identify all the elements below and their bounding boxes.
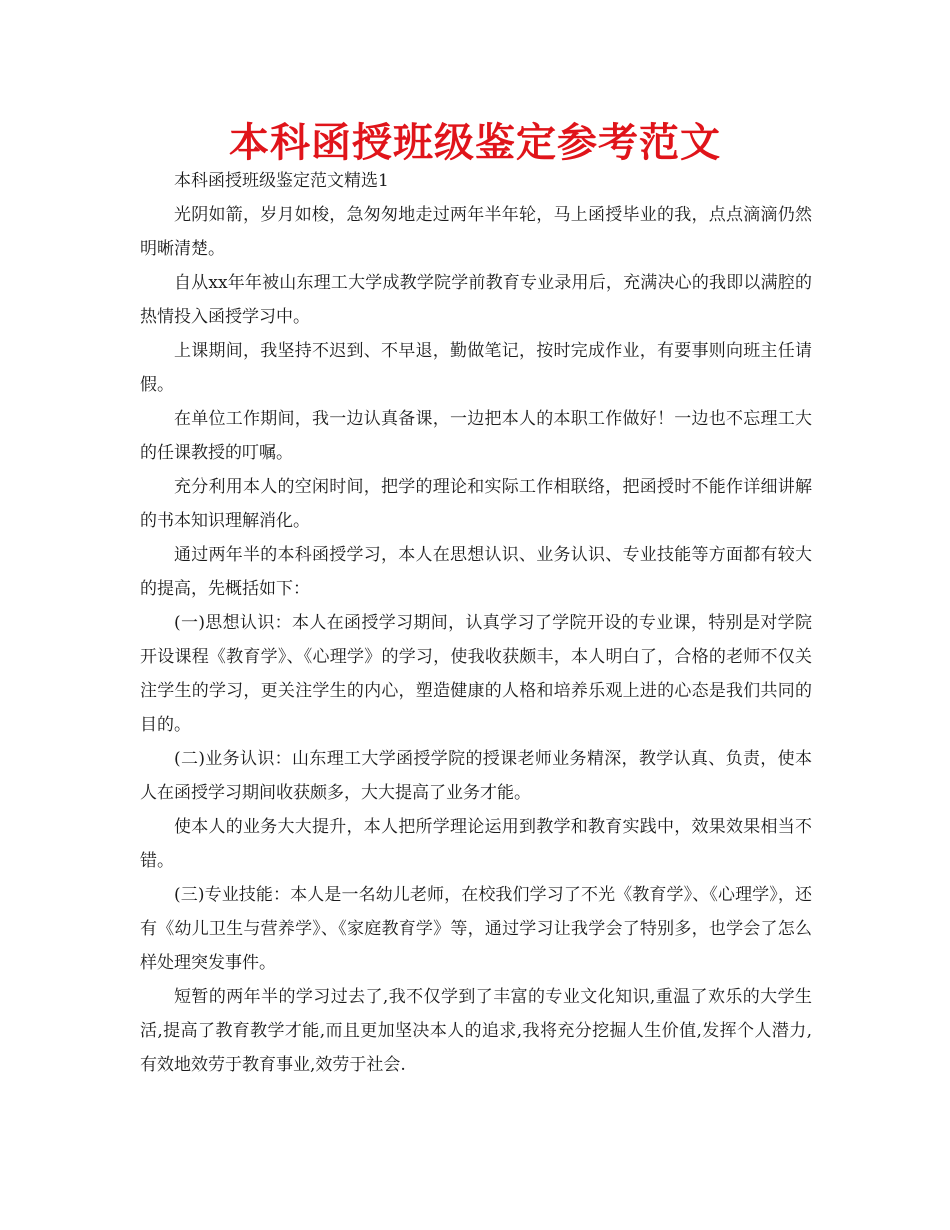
document-subtitle: 本科函授班级鉴定范文精选1 <box>174 171 389 191</box>
paragraph-1: 光阴如箭，岁月如梭，急匆匆地走过两年半年轮，马上函授毕业的我，点点滴滴仍然明晰清楚。 <box>140 205 812 259</box>
paragraph-5: 充分利用本人的空闲时间，把学的理论和实际工作相联络，把函授时不能作详细讲解的书本知识理解消化。 <box>140 477 812 531</box>
paragraph-10: (三)专业技能：本人是一名幼儿老师，在校我们学习了不光《教育学》、《心理学》，还有《幼儿卫生与营养学》、《家庭教育学》等，通过学习让我学会了特别多，也学会了怎么样处理突发事件。 <box>140 885 812 973</box>
paragraph-2: 自从xx年年被山东理工大学成教学院学前教育专业录用后，充满决心的我即以满腔的热情投入函授学习中。 <box>140 273 812 327</box>
paragraph-9: 使本人的业务大大提升，本人把所学理论运用到教学和教育实践中，效果效果相当不错。 <box>140 817 812 871</box>
paragraph-3: 上课期间，我坚持不迟到、不早退，勤做笔记，按时完成作业，有要事则向班主任请假。 <box>140 341 812 395</box>
document-body <box>140 164 812 1082</box>
paragraph-7: (一)思想认识：本人在函授学习期间，认真学习了学院开设的专业课，特别是对学院开设课程《教育学》、《心理学》的学习，使我收获颇丰，本人明白了，合格的老师不仅关注学生的学习，更关注学生的内心，塑造健康的人格和培养乐观上进的心态是我们共同的目的。 <box>140 613 812 735</box>
paragraph-6: 通过两年半的本科函授学习，本人在思想认识、业务认识、专业技能等方面都有较大的提高，先概括如下： <box>140 545 812 599</box>
paragraph-4: 在单位工作期间，我一边认真备课，一边把本人的本职工作做好！一边也不忘理工大的任课教授的叮嘱。 <box>140 409 812 463</box>
paragraph-8: (二)业务认识：山东理工大学函授学院的授课老师业务精深，教学认真、负责，使本人在函授学习期间收获颇多，大大提高了业务才能。 <box>140 749 812 803</box>
document-title: 本科函授班级鉴定参考范文 <box>229 120 721 166</box>
paragraph-11: 短暂的两年半的学习过去了,我不仅学到了丰富的专业文化知识,重温了欢乐的大学生活,提高了教育教学才能,而且更加坚决本人的追求,我将充分挖掘人生价值,发挥个人潜力,有效地效劳于教育事业,效劳于社会. <box>140 987 812 1075</box>
